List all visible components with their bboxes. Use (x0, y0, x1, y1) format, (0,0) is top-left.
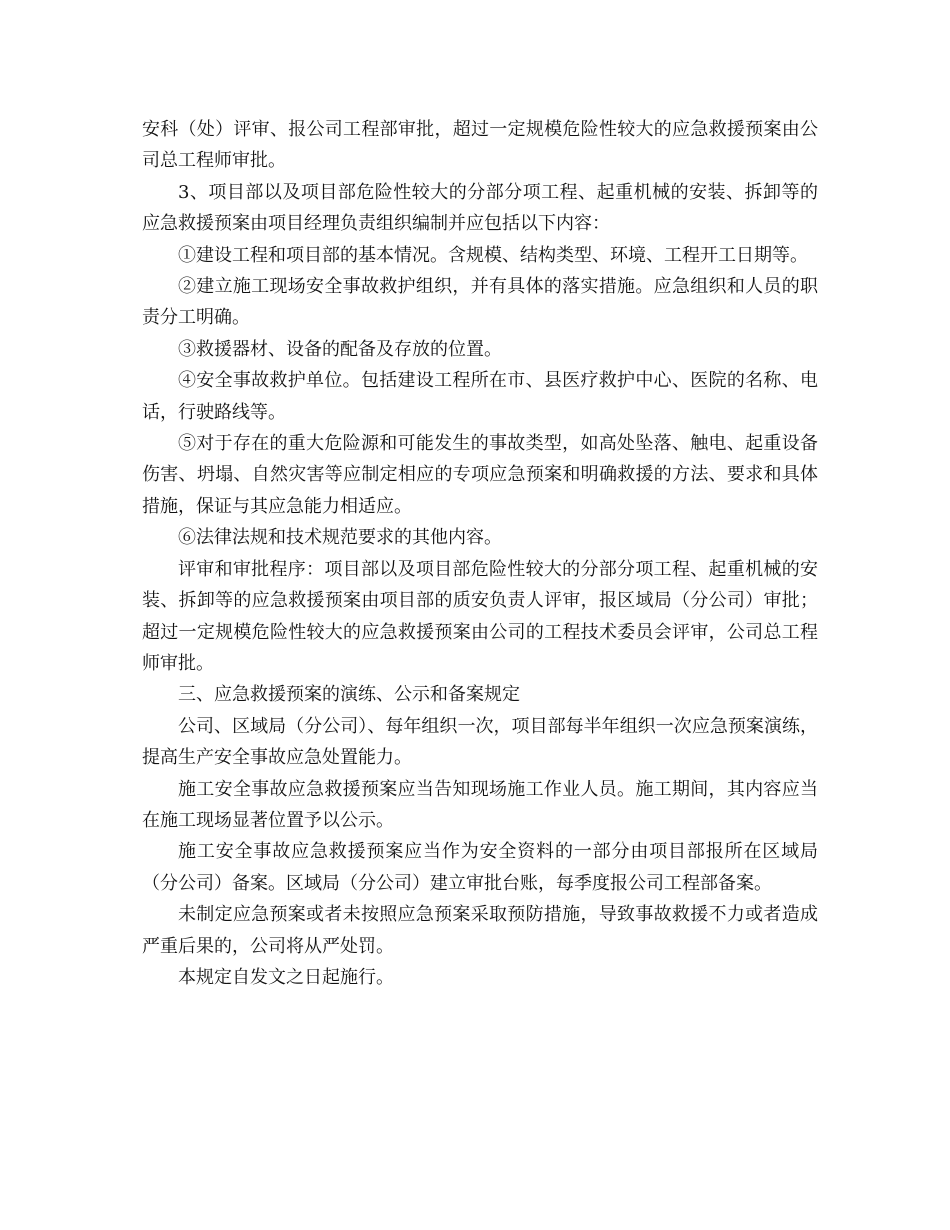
paragraph-filing: 施工安全事故应急救援预案应当作为安全资料的一部分由项目部报所在区域局（分公司）备案。区域局（分公司）建立审批台账，每季度报公司工程部备案。 (142, 841, 818, 894)
paragraph-drill-frequency: 公司、区域局（分公司）、每年组织一次，项目部每半年组织一次应急预案演练，提高生产安全事故应急处置能力。 (142, 715, 818, 769)
paragraph-penalty: 未制定应急预案或者未按照应急预案采取预防措施，导致事故救援不力或者造成严重后果的，公司将从严处罚。 (142, 904, 818, 957)
paragraph-list-item-1: ①建设工程和项目部的基本情况。含规模、结构类型、环境、工程开工日期等。 (178, 244, 808, 266)
paragraph-list-item-5: ⑤对于存在的重大危险源和可能发生的事故类型，如高处坠落、触电、起重设备伤害、坍塌、自然灾害等应制定相应的专项应急预案和明确救援的方法、要求和具体措施，保证与其应急能力相适应。 (142, 433, 818, 517)
paragraph-effective-date: 本规定自发文之日起施行。 (178, 966, 394, 988)
document-body (142, 114, 818, 993)
paragraph-list-item-6: ⑥法律法规和技术规范要求的其他内容。 (178, 527, 502, 549)
paragraph-publicity: 施工安全事故应急救援预案应当告知现场施工作业人员。施工期间，其内容应当在施工现场显著位置予以公示。 (142, 778, 818, 831)
paragraph-list-item-3: ③救援器材、设备的配备及存放的位置。 (178, 338, 502, 360)
paragraph-approval-continuation: 安科（处）评审、报公司工程部审批，超过一定规模危险性较大的应急救援预案由公司总工程师审批。 (142, 119, 818, 172)
paragraph-list-item-4: ④安全事故救护单位。包括建设工程所在市、县医疗救护中心、医院的名称、电话，行驶路线等。 (142, 370, 818, 423)
section-heading-drills: 三、应急救援预案的演练、公示和备案规定 (178, 684, 520, 706)
paragraph-review-procedure: 评审和审批程序：项目部以及项目部危险性较大的分部分项工程、起重机械的安装、拆卸等的应急救援预案由项目部的质安负责人评审，报区域局（分公司）审批；超过一定规模危险性较大的应急救援预案由公司的工程技术委员会评审，公司总工程师审批。 (142, 558, 818, 674)
paragraph-item-3: 3、项目部以及项目部危险性较大的分部分项工程、起重机械的安装、拆卸等的应急救援预案由项目经理负责组织编制并应包括以下内容： (142, 181, 818, 235)
paragraph-list-item-2: ②建立施工现场安全事故救护组织，并有具体的落实措施。应急组织和人员的职责分工明确。 (142, 276, 818, 329)
